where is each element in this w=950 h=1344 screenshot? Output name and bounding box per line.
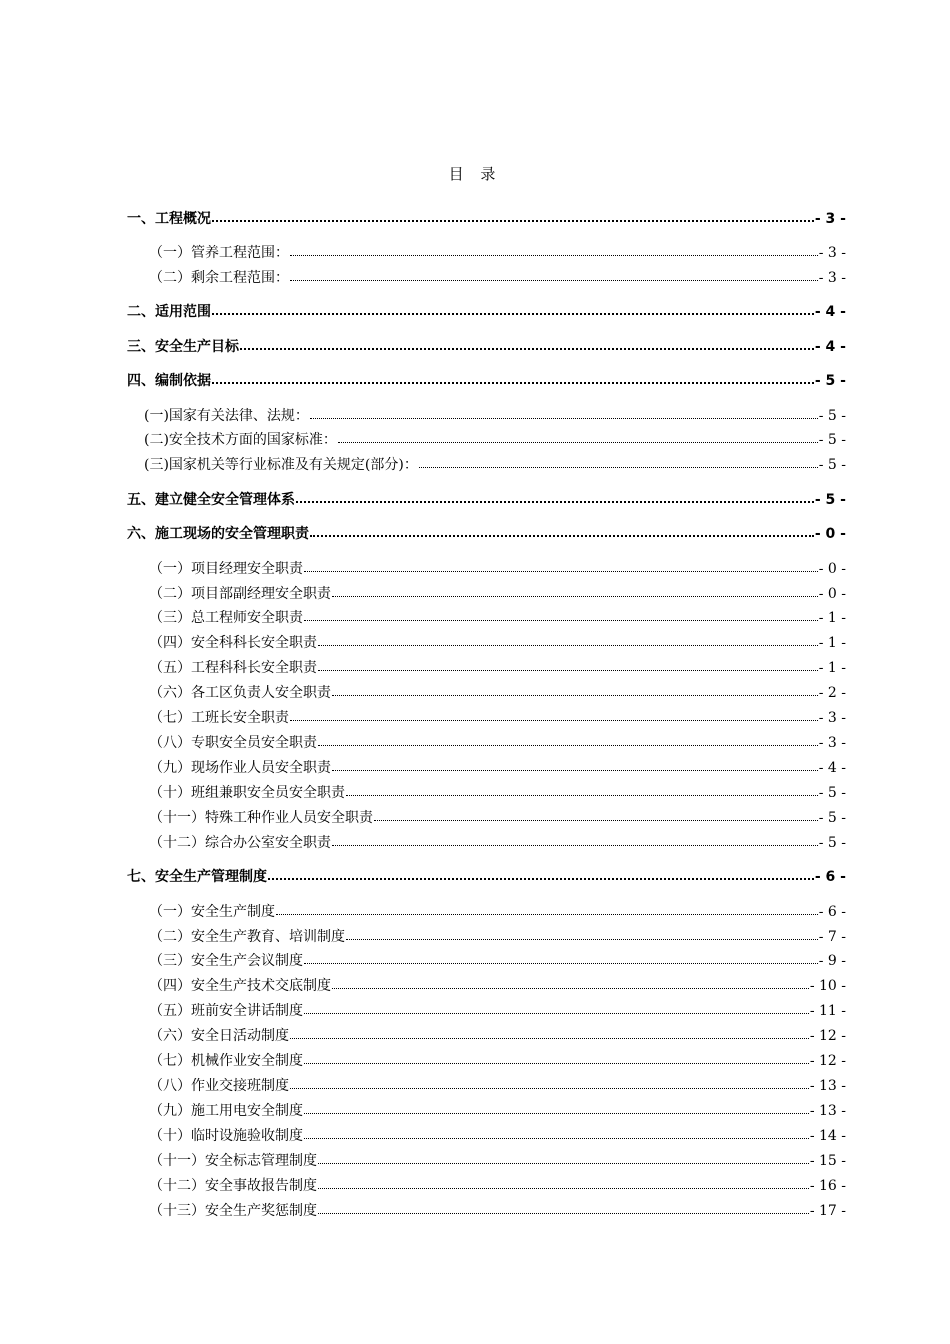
toc-entry[interactable]: [127, 406, 846, 426]
toc-entry-title: （三）总工程师安全职责: [149, 610, 303, 626]
toc-entry-title: （一）管养工程范围：: [149, 245, 289, 261]
toc-entry-page: - 2 -: [818, 685, 846, 701]
toc-entry-page: - 6 -: [814, 869, 846, 885]
toc-entry-title: （二）项目部副经理安全职责: [149, 586, 331, 602]
toc-entry-title: （十）临时设施验收制度: [149, 1128, 303, 1144]
toc-entry[interactable]: [127, 1176, 846, 1196]
dot-leader: [318, 635, 818, 647]
toc-entry-title: (三)国家机关等行业标准及有关规定(部分)：: [144, 457, 418, 473]
dot-leader: [240, 339, 814, 351]
toc-entry-page: - 0 -: [818, 561, 846, 577]
toc-entry-page: - 1 -: [818, 660, 846, 676]
dot-leader: [268, 869, 814, 881]
toc-entry-title: 七、安全生产管理制度: [127, 869, 267, 885]
toc-entry-title: （十二）安全事故报告制度: [149, 1178, 317, 1194]
dot-leader: [419, 457, 818, 469]
dot-leader: [290, 245, 818, 257]
toc-entry[interactable]: [127, 833, 846, 853]
toc-entry[interactable]: [127, 1201, 846, 1221]
toc-entry-title: （八）专职安全员安全职责: [149, 735, 317, 751]
toc-entry[interactable]: [127, 268, 846, 288]
toc-entry-page: - 0 -: [814, 526, 846, 542]
toc-entry-title: （三）安全生产会议制度: [149, 953, 303, 969]
toc-title: 目 录: [448, 165, 502, 183]
dot-leader: [304, 1003, 809, 1015]
dot-leader: [318, 1153, 809, 1165]
dot-leader: [304, 1103, 809, 1115]
dot-leader: [318, 1178, 809, 1190]
toc-entry[interactable]: [127, 1151, 846, 1171]
dot-leader: [332, 760, 818, 772]
dot-leader: [346, 929, 818, 941]
toc-entry-page: - 11 -: [809, 1003, 846, 1019]
toc-entry[interactable]: [127, 902, 846, 922]
toc-entry[interactable]: [127, 758, 846, 778]
toc-entry[interactable]: [127, 209, 846, 229]
toc-entry[interactable]: [127, 1026, 846, 1046]
toc-entry-page: - 16 -: [809, 1178, 846, 1194]
toc-entry[interactable]: [127, 633, 846, 653]
toc-entry-page: - 12 -: [809, 1053, 846, 1069]
toc-entry-title: （一）安全生产制度: [149, 904, 275, 920]
toc-entry-title: （六）安全日活动制度: [149, 1028, 289, 1044]
toc-entry-title: （九）施工用电安全制度: [149, 1103, 303, 1119]
toc-entry[interactable]: [127, 867, 846, 887]
toc-entry-title: 五、建立健全安全管理体系: [127, 492, 295, 508]
toc-entry-page: - 4 -: [814, 339, 846, 355]
toc-entry-page: - 5 -: [818, 810, 846, 826]
toc-entry-page: - 17 -: [809, 1203, 846, 1219]
toc-entry[interactable]: [127, 455, 846, 475]
dot-leader: [374, 810, 818, 822]
toc-entry-page: - 13 -: [809, 1103, 846, 1119]
toc-entry-title: 二、适用范围: [127, 304, 211, 320]
toc-entry-page: - 5 -: [818, 408, 846, 424]
dot-leader: [310, 526, 814, 538]
toc-entry-title: （六）各工区负责人安全职责: [149, 685, 331, 701]
toc-entry-title: （九）现场作业人员安全职责: [149, 760, 331, 776]
dot-leader: [310, 408, 818, 420]
toc-entry-page: - 9 -: [818, 953, 846, 969]
toc-entry-page: - 4 -: [818, 760, 846, 776]
dot-leader: [332, 978, 809, 990]
dot-leader: [318, 735, 818, 747]
toc-entry-page: - 15 -: [809, 1153, 846, 1169]
toc-entry-title: （十三）安全生产奖惩制度: [149, 1203, 317, 1219]
toc-entry-page: - 3 -: [818, 270, 846, 286]
toc-entry-title: （一）项目经理安全职责: [149, 561, 303, 577]
toc-entry[interactable]: [127, 302, 846, 322]
toc-entry-page: - 5 -: [818, 432, 846, 448]
toc-entry[interactable]: [127, 490, 846, 510]
toc-entry[interactable]: [127, 608, 846, 628]
toc-entry[interactable]: [127, 1076, 846, 1096]
toc-entry-page: - 5 -: [814, 492, 846, 508]
toc-entry-page: - 10 -: [809, 978, 846, 994]
toc-entry[interactable]: [127, 1051, 846, 1071]
toc-entry-page: - 5 -: [818, 785, 846, 801]
toc-entry-page: - 3 -: [818, 245, 846, 261]
toc-entry[interactable]: [127, 683, 846, 703]
toc-entry-page: - 3 -: [818, 710, 846, 726]
toc-entry-title: （二）剩余工程范围：: [149, 270, 289, 286]
toc-entry[interactable]: [127, 337, 846, 357]
toc-entry-title: （二）安全生产教育、培训制度: [149, 929, 345, 945]
dot-leader: [212, 373, 814, 385]
toc-entry[interactable]: [127, 708, 846, 728]
toc-entry-page: - 5 -: [818, 835, 846, 851]
toc-entry-title: （五）工程科科长安全职责: [149, 660, 317, 676]
dot-leader: [290, 270, 818, 282]
toc-entry[interactable]: [127, 927, 846, 947]
toc-entry-page: - 13 -: [809, 1078, 846, 1094]
toc-entry[interactable]: [127, 951, 846, 971]
toc-entry[interactable]: [127, 243, 846, 263]
toc-entry-title: （十二）综合办公室安全职责: [149, 835, 331, 851]
dot-leader: [332, 835, 818, 847]
toc-entry[interactable]: [127, 658, 846, 678]
toc-entry-title: （十一）安全标志管理制度: [149, 1153, 317, 1169]
toc-entry[interactable]: [127, 430, 846, 450]
dot-leader: [318, 660, 818, 672]
toc-entry-title: （十一）特殊工种作业人员安全职责: [149, 810, 373, 826]
toc-entry[interactable]: [127, 783, 846, 803]
toc-entry-page: - 3 -: [818, 735, 846, 751]
dot-leader: [290, 1078, 809, 1090]
dot-leader: [304, 610, 818, 622]
dot-leader: [304, 1128, 809, 1140]
toc-entry-page: - 5 -: [818, 457, 846, 473]
toc-entry-title: 三、安全生产目标: [127, 339, 239, 355]
toc-entry-title: （十）班组兼职安全员安全职责: [149, 785, 345, 801]
toc-entry-title: 四、编制依据: [127, 373, 211, 389]
dot-leader: [290, 1028, 809, 1040]
dot-leader: [346, 785, 818, 797]
dot-leader: [212, 304, 814, 316]
toc-entry[interactable]: [127, 524, 846, 544]
toc-entry-title: （七）工班长安全职责: [149, 710, 289, 726]
toc-entry-title: 一、工程概况: [127, 211, 211, 227]
toc-entry[interactable]: [127, 733, 846, 753]
toc-entry-title: （四）安全科科长安全职责: [149, 635, 317, 651]
dot-leader: [296, 492, 814, 504]
dot-leader: [276, 904, 818, 916]
toc-entry-page: - 5 -: [814, 373, 846, 389]
toc-entry[interactable]: [127, 1126, 846, 1146]
toc-entry-page: - 3 -: [814, 211, 846, 227]
dot-leader: [338, 432, 818, 444]
toc-entry[interactable]: [127, 559, 846, 579]
toc-entry[interactable]: [127, 371, 846, 391]
toc-entry-title: （五）班前安全讲话制度: [149, 1003, 303, 1019]
toc-entry-page: - 1 -: [818, 635, 846, 651]
toc-entry[interactable]: [127, 1101, 846, 1121]
toc-entry-title: （四）安全生产技术交底制度: [149, 978, 331, 994]
toc-entry-title: (一)国家有关法律、法规：: [144, 408, 309, 424]
dot-leader: [304, 953, 818, 965]
toc-entry-title: （八）作业交接班制度: [149, 1078, 289, 1094]
toc-entry-page: - 4 -: [814, 304, 846, 320]
toc-entry[interactable]: [127, 808, 846, 828]
dot-leader: [290, 710, 818, 722]
toc-entry-title: (二)安全技术方面的国家标准：: [144, 432, 337, 448]
dot-leader: [304, 1053, 809, 1065]
toc-entry-page: - 14 -: [809, 1128, 846, 1144]
toc-entry[interactable]: [127, 584, 846, 604]
toc-entry-page: - 1 -: [818, 610, 846, 626]
toc-entry-page: - 7 -: [818, 929, 846, 945]
dot-leader: [332, 685, 818, 697]
toc-entry-page: - 12 -: [809, 1028, 846, 1044]
toc-entry[interactable]: [127, 1001, 846, 1021]
toc-entry-title: 六、施工现场的安全管理职责: [127, 526, 309, 542]
toc-entry-page: - 0 -: [818, 586, 846, 602]
dot-leader: [318, 1203, 809, 1215]
dot-leader: [332, 586, 818, 598]
dot-leader: [212, 211, 814, 223]
toc-entry-page: - 6 -: [818, 904, 846, 920]
dot-leader: [304, 561, 818, 573]
toc-entry-title: （七）机械作业安全制度: [149, 1053, 303, 1069]
toc-entry[interactable]: [127, 976, 846, 996]
